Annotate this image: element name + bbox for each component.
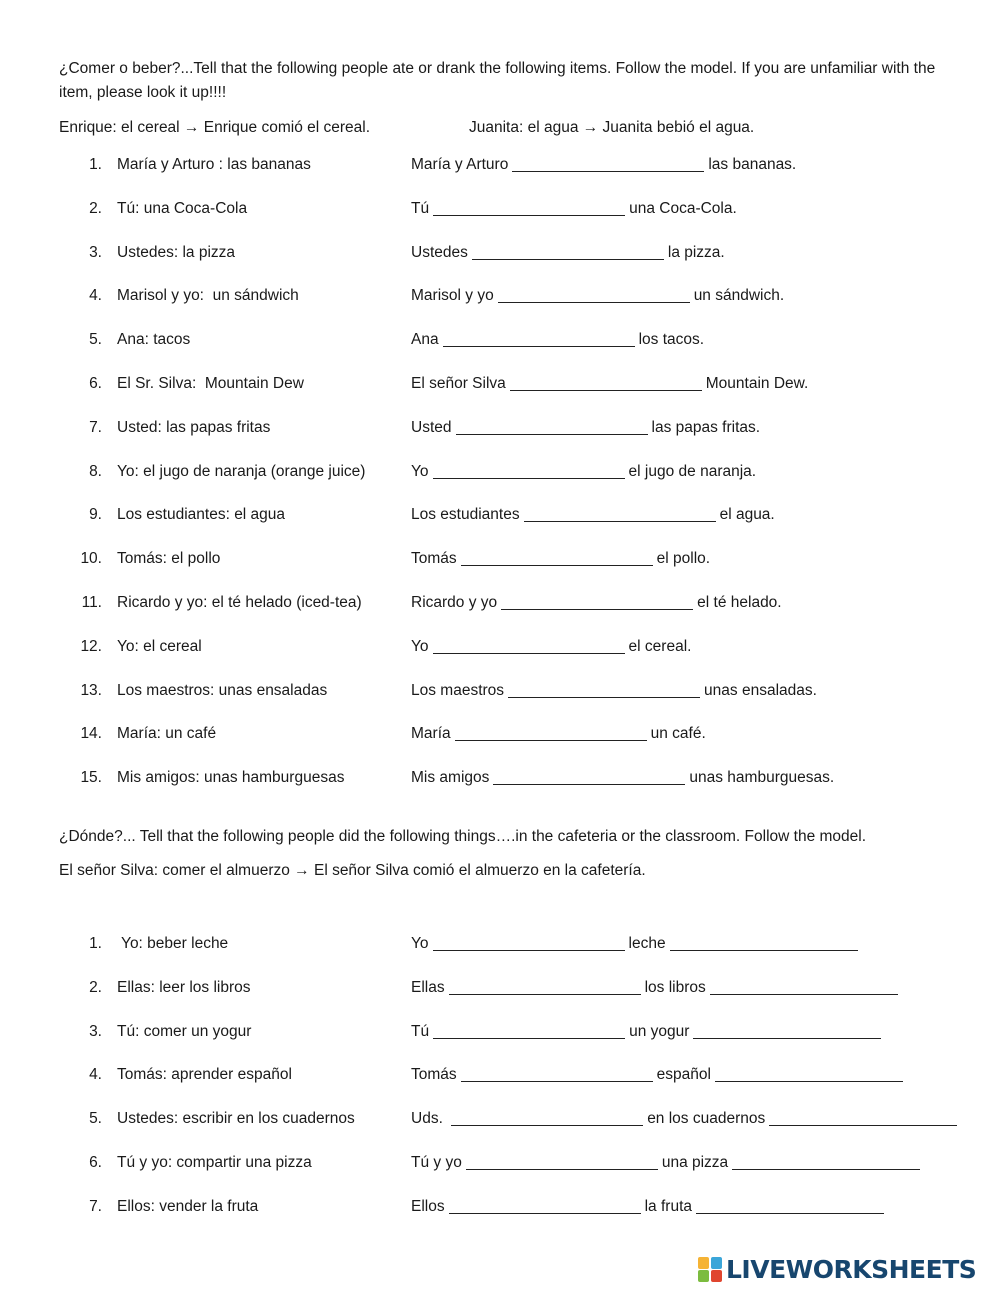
item-number: 7. (89, 418, 102, 436)
logo-text: LIVEWORKSHEETS (726, 1254, 977, 1284)
answer-object: los tacos. (638, 331, 705, 349)
verb-blank-input[interactable] (449, 1199, 641, 1214)
answer-line (411, 156, 796, 174)
exercise-row (0, 1023, 1000, 1045)
answer-line (411, 463, 756, 481)
item-prompt: Los maestros: unas ensaladas (117, 681, 328, 699)
item-prompt: Ricardo y yo: el té helado (iced-tea) (117, 594, 362, 611)
exercise-row (0, 550, 1000, 572)
answer-line (411, 1198, 888, 1216)
verb-blank-input[interactable] (524, 507, 716, 522)
exercise-row (0, 156, 1000, 178)
item-prompt: Ana: tacos (117, 331, 191, 349)
answer-line (411, 506, 775, 524)
exercise-row (0, 1154, 1000, 1176)
item-number: 15. (80, 769, 102, 787)
answer-subject: Yo (411, 637, 429, 655)
section1-instructions: ¿Comer o beber?...Tell that the following people ate or drank the following items. Follow the model. If you are unfamiliar with the item, please look it up!!!! (59, 60, 936, 101)
answer-object: una Coca-Cola. (629, 199, 737, 217)
section2-model: El señor Silva: comer el almuerzo → El señor Silva comió el almuerzo en la cafetería. (59, 862, 646, 879)
answer-line (411, 1110, 961, 1128)
answer-subject: Mis amigos (411, 769, 490, 787)
item-prompt: Ellas: leer los libros (117, 978, 251, 996)
item-number: 14. (80, 725, 102, 743)
answer-object: la fruta (644, 1197, 692, 1215)
item-number: 2. (89, 978, 102, 996)
verb-blank-input[interactable] (449, 980, 641, 995)
exercise-row (0, 1198, 1000, 1220)
answer-subject: El señor Silva (411, 375, 506, 392)
answer-subject: Ustedes (411, 243, 468, 261)
location-blank-input[interactable] (715, 1067, 903, 1082)
answer-subject: María y Arturo (411, 156, 509, 173)
answer-subject: Tú (411, 199, 430, 217)
answer-object: el agua. (719, 506, 775, 524)
item-prompt: Tú y yo: compartir una pizza (117, 1154, 312, 1171)
answer-object: la pizza. (667, 243, 725, 261)
item-prompt: Yo: el cereal (117, 637, 202, 655)
exercise-row (0, 935, 1000, 957)
section2-instructions: ¿Dónde?... Tell that the following people did the following things….in the cafeteria or the classroom. Follow the model. (59, 828, 867, 845)
answer-subject: Uds. (411, 1110, 448, 1128)
answer-object: las bananas. (708, 156, 797, 173)
exercise-row (0, 769, 1000, 791)
answer-line (411, 725, 706, 743)
answer-object: Mountain Dew. (705, 375, 809, 392)
answer-object: español (656, 1066, 711, 1084)
answer-line (411, 1066, 907, 1084)
item-number: 13. (80, 681, 102, 699)
location-blank-input[interactable] (670, 936, 858, 951)
item-number: 1. (89, 156, 102, 173)
answer-subject: Tomás (411, 550, 457, 568)
item-prompt: Tomás: el pollo (117, 550, 221, 568)
exercise-row (0, 200, 1000, 222)
item-prompt: Ustedes: la pizza (117, 243, 236, 261)
item-number: 4. (89, 287, 102, 305)
exercise-row (0, 1110, 1000, 1132)
item-number: 5. (89, 331, 102, 349)
answer-line (411, 550, 710, 568)
verb-blank-input[interactable] (508, 683, 700, 698)
item-prompt: Ellos: vender la fruta (117, 1197, 259, 1215)
answer-line (411, 594, 782, 612)
item-number: 10. (80, 550, 102, 568)
answer-subject: Ellos (411, 1197, 445, 1215)
answer-subject: Los estudiantes (411, 506, 520, 524)
answer-subject: Ana (411, 331, 439, 349)
answer-object: el té helado. (697, 594, 782, 611)
answer-subject: María (411, 725, 451, 743)
answer-subject: Ricardo y yo (411, 594, 498, 611)
answer-object: las papas fritas. (651, 418, 761, 436)
answer-line (411, 200, 737, 218)
answer-line (411, 682, 817, 700)
answer-object: una pizza (661, 1154, 729, 1171)
exercise-row (0, 506, 1000, 528)
item-number: 3. (89, 243, 102, 261)
answer-line (411, 769, 834, 787)
location-blank-input[interactable] (769, 1111, 957, 1126)
item-prompt: Tú: una Coca-Cola (117, 199, 248, 217)
verb-blank-input[interactable] (433, 464, 625, 479)
answer-object: el cereal. (628, 637, 692, 655)
item-prompt: Tú: comer un yogur (117, 1022, 252, 1040)
item-prompt: Usted: las papas fritas (117, 418, 271, 436)
answer-line (411, 244, 725, 262)
answer-object: unas hamburguesas. (689, 769, 835, 787)
verb-blank-input[interactable] (456, 420, 648, 435)
verb-blank-input[interactable] (501, 595, 693, 610)
item-prompt: Mis amigos: unas hamburguesas (117, 769, 345, 787)
item-prompt: María y Arturo : las bananas (117, 156, 311, 173)
location-blank-input[interactable] (732, 1155, 920, 1170)
exercise-row (0, 244, 1000, 266)
item-number: 1. (89, 935, 102, 952)
verb-blank-input[interactable] (461, 1067, 653, 1082)
answer-line (411, 1023, 885, 1041)
answer-object: los libros (644, 978, 706, 996)
liveworksheets-logo-icon (698, 1255, 724, 1283)
verb-blank-input[interactable] (461, 551, 653, 566)
exercise-row (0, 1066, 1000, 1088)
item-number: 12. (80, 637, 102, 655)
answer-line (411, 331, 704, 349)
answer-subject: Marisol y yo (411, 287, 494, 305)
verb-blank-input[interactable] (443, 332, 635, 347)
verb-blank-input[interactable] (498, 288, 690, 303)
exercise-row (0, 331, 1000, 353)
verb-blank-input[interactable] (466, 1155, 658, 1170)
item-prompt: Los estudiantes: el agua (117, 506, 286, 524)
exercise-row (0, 375, 1000, 397)
exercise-row (0, 419, 1000, 441)
item-prompt: Yo: beber leche (117, 935, 229, 952)
answer-subject: Ellas (411, 978, 445, 996)
section1-model-right: Juanita: el agua → Juanita bebió el agua. (469, 119, 755, 136)
item-number: 8. (89, 462, 102, 480)
item-number: 11. (81, 594, 102, 611)
verb-blank-input[interactable] (455, 726, 647, 741)
item-number: 2. (89, 199, 102, 217)
answer-line (411, 935, 862, 953)
exercise-row (0, 638, 1000, 660)
answer-line (411, 287, 784, 305)
item-number: 6. (89, 1154, 102, 1171)
item-prompt: Tomás: aprender español (117, 1066, 292, 1084)
item-prompt: María: un café (117, 725, 217, 743)
answer-object: el pollo. (656, 550, 711, 568)
verb-blank-input[interactable] (451, 1111, 643, 1126)
item-prompt: El Sr. Silva: Mountain Dew (117, 375, 304, 392)
verb-blank-input[interactable] (493, 770, 685, 785)
answer-object: un sándwich. (693, 287, 785, 305)
exercise-row (0, 725, 1000, 747)
liveworksheets-logo (698, 1254, 976, 1284)
answer-line (411, 419, 760, 437)
item-prompt: Ustedes: escribir en los cuadernos (117, 1110, 355, 1128)
answer-object: un café. (650, 725, 706, 743)
verb-blank-input[interactable] (472, 245, 664, 260)
answer-object: un yogur (629, 1022, 690, 1040)
answer-subject: Tú y yo (411, 1154, 462, 1171)
item-number: 4. (89, 1066, 102, 1084)
answer-subject: Usted (411, 418, 452, 436)
answer-line (411, 979, 902, 997)
exercise-row (0, 287, 1000, 309)
answer-subject: Tú (411, 1022, 430, 1040)
verb-blank-input[interactable] (433, 639, 625, 654)
answer-object: el jugo de naranja. (628, 462, 757, 480)
answer-object: unas ensaladas. (704, 681, 817, 699)
section1-model-left: Enrique: el cereal → Enrique comió el cereal. (59, 119, 371, 136)
answer-line (411, 1154, 924, 1172)
exercise-row (0, 979, 1000, 1001)
answer-line (411, 375, 808, 393)
verb-blank-input[interactable] (433, 201, 625, 216)
verb-blank-input[interactable] (512, 157, 704, 172)
answer-subject: Los maestros (411, 681, 505, 699)
item-number: 5. (89, 1110, 102, 1128)
item-number: 9. (89, 506, 102, 524)
item-number: 3. (89, 1022, 102, 1040)
item-number: 6. (89, 375, 102, 392)
location-blank-input[interactable] (696, 1199, 884, 1214)
location-blank-input[interactable] (693, 1024, 881, 1039)
answer-object: en los cuadernos (647, 1110, 766, 1128)
verb-blank-input[interactable] (433, 936, 625, 951)
answer-line (411, 638, 691, 656)
answer-subject: Tomás (411, 1066, 457, 1084)
location-blank-input[interactable] (710, 980, 898, 995)
item-prompt: Marisol y yo: un sándwich (117, 287, 299, 305)
exercise-row (0, 682, 1000, 704)
answer-subject: Yo (411, 462, 429, 480)
item-number: 7. (89, 1197, 102, 1215)
answer-object: leche (628, 935, 666, 952)
verb-blank-input[interactable] (433, 1024, 625, 1039)
answer-subject: Yo (411, 935, 429, 952)
item-prompt: Yo: el jugo de naranja (orange juice) (117, 462, 366, 480)
exercise-row (0, 463, 1000, 485)
exercise-row (0, 594, 1000, 616)
verb-blank-input[interactable] (510, 376, 702, 391)
